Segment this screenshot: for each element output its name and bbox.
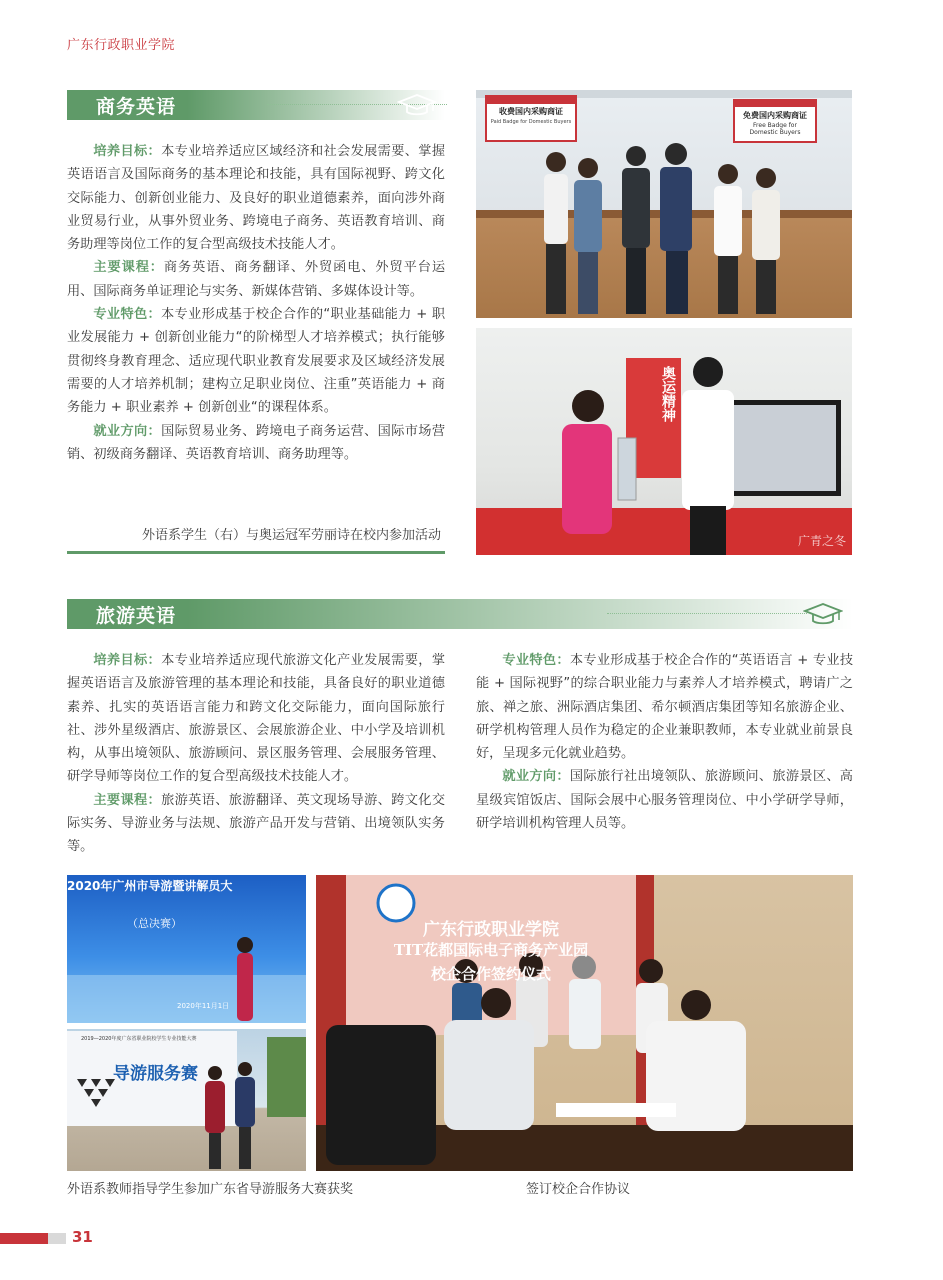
paragraph-courses — [67, 256, 445, 303]
paragraph-careers — [67, 420, 445, 467]
lead-label: 培养目标： — [93, 653, 162, 668]
business-english-text — [67, 140, 445, 466]
paragraph-body: 旅游英语、旅游翻译、英文现场导游、跨文化交际实务、导游业务与法规、旅游产品开发与营销、出境领队实务等。 — [67, 792, 446, 855]
lead-label: 培养目标： — [93, 144, 162, 159]
graduation-cap-icon — [397, 92, 437, 118]
photo-guide-service-award — [67, 1029, 306, 1171]
graduation-cap-icon — [803, 601, 843, 627]
sign-right-en1: Free Badge for — [753, 122, 797, 129]
lead-label: 就业方向： — [93, 423, 162, 439]
section-divider — [67, 551, 445, 554]
photo-guide-competition-stage — [67, 875, 306, 1023]
section-title: 旅游英语 — [96, 604, 177, 627]
board-illustration — [67, 1029, 306, 1171]
paragraph-body: 本专业形成基于校企合作的“职业基础能力 + 职业发展能力 + 创新创业能力“的阶梯型人才培养模式；执行能够贯彻终身教育理念、适应现代职业教育发展要求及区域经济发展需要的人才培养机制；建构立足职业岗位、注重”英语能力 + 商务能力 + 职业素养 + 创新创业“的课程体系。 — [67, 307, 446, 416]
section-title: 商务英语 — [96, 95, 177, 118]
stage-date: 2020年11月1日 — [177, 1002, 230, 1010]
sign-right-cn: 免费国内采购商证 — [743, 111, 807, 120]
ceremony-banner-line3: 校企合作签约仪式 — [430, 965, 551, 983]
paragraph-body: 商务英语、商务翻译、外贸函电、外贸平台运用、国际商务单证理论与实务、新媒体营销、多媒体设计等。 — [67, 260, 446, 299]
photo-caption-olympian: 外语系学生（右）与奥运冠军劳丽诗在校内参加活动 — [142, 528, 442, 543]
paragraph-body: 国际旅行社出境领队、旅游顾问、旅游景区、高星级宾馆饭店、国际会展中心服务管理岗位、中小学研学导师，研学培训机构管理人员等。 — [476, 769, 853, 832]
paragraph-objective — [67, 649, 445, 789]
footer-accent-bar — [0, 1233, 48, 1244]
sign-left-en: Paid Badge for Domestic Buyers — [490, 119, 572, 125]
photo-caption-guide-award: 外语系教师指导学生参加广东省导游服务大赛获奖 — [67, 1182, 354, 1197]
photo-trade-fair-group — [476, 90, 852, 318]
school-name-header: 广东行政职业学院 — [67, 38, 176, 53]
paragraph-careers — [476, 765, 853, 835]
photo-signing-ceremony — [316, 875, 853, 1171]
banner-text: 奥运精神 — [660, 366, 676, 422]
page-number: 31 — [72, 1228, 93, 1246]
photo-olympic-champion-event — [476, 328, 852, 555]
stage-subtitle: （总决赛） — [127, 917, 182, 930]
paragraph-courses — [67, 789, 445, 859]
tourism-english-text-left — [67, 649, 445, 859]
paragraph-body: 本专业培养适应区域经济和社会发展需要、掌握英语语言及国际商务的基本理论和技能，具有国际视野、跨文化交际能力、创新创业能力、及良好的职业道德素养，面向涉外商业贸易行业，从事外贸业务、跨境电子商务、英语教育培训、商务助理等岗位工作的复合型高级技术技能人才。 — [67, 144, 446, 253]
board-text: 导游服务赛 — [113, 1064, 198, 1084]
footer-grey-bar — [48, 1233, 66, 1244]
sign-left-cn: 收费国内采购商证 — [499, 107, 563, 116]
ceremony-banner-line1: 广东行政职业学院 — [423, 920, 559, 940]
paragraph-features — [476, 649, 853, 765]
section-bar-tourism-english — [67, 599, 853, 629]
sign-right-en2: Domestic Buyers — [749, 129, 801, 136]
paragraph-features — [67, 303, 445, 419]
sign-paid-badge — [488, 106, 574, 125]
lead-label: 就业方向： — [502, 769, 570, 785]
paragraph-objective — [67, 140, 445, 256]
lead-label: 主要课程： — [93, 792, 162, 808]
paragraph-body: 国际贸易业务、跨境电子商务运营、国际市场营销、初级商务翻译、英语教育培训、商务助理等。 — [67, 423, 446, 462]
board-small-title: 2019—2020年度广东省职业院校学生专业技能大赛 — [81, 1036, 197, 1042]
sign-free-badge — [735, 110, 815, 136]
lead-label: 专业特色： — [502, 653, 570, 668]
ceremony-banner-line2: TIT花都国际电子商务产业园 — [393, 941, 589, 959]
photo-watermark: 广青之冬 — [797, 534, 846, 548]
stage-title: 2020年广州市导游暨讲解员大 — [67, 879, 233, 893]
section-bar-business-english — [67, 90, 445, 120]
lead-label: 专业特色： — [93, 307, 162, 323]
tourism-english-text-right — [476, 649, 853, 835]
photo-caption-signing: 签订校企合作协议 — [526, 1182, 631, 1197]
lead-label: 主要课程： — [93, 260, 164, 276]
paragraph-body: 本专业培养适应现代旅游文化产业发展需要，掌握英语语言及旅游管理的基本理论和技能，具备良好的职业道德素养、扎实的英语语言能力和跨文化交际能力，面向国际旅行社、涉外星级酒店、旅游景区、会展旅游企业、中小学及培训机构，从事出境领队、旅游顾问、景区服务管理、会展服务管理、研学导师等岗位工作的复合型高级技术技能人才。 — [67, 653, 446, 785]
event-illustration — [476, 328, 852, 555]
paragraph-body: 本专业形成基于校企合作的“英语语言 + 专业技能 + 国际视野”的综合职业能力与素养人才培养模式，聘请广之旅、禅之旅、洲际酒店集团、希尔顿酒店集团等知名旅游企业、研学机构管理人员作为稳定的企业兼职教师，本专业就业前景良好，呈现多元化就业趋势。 — [476, 653, 854, 762]
